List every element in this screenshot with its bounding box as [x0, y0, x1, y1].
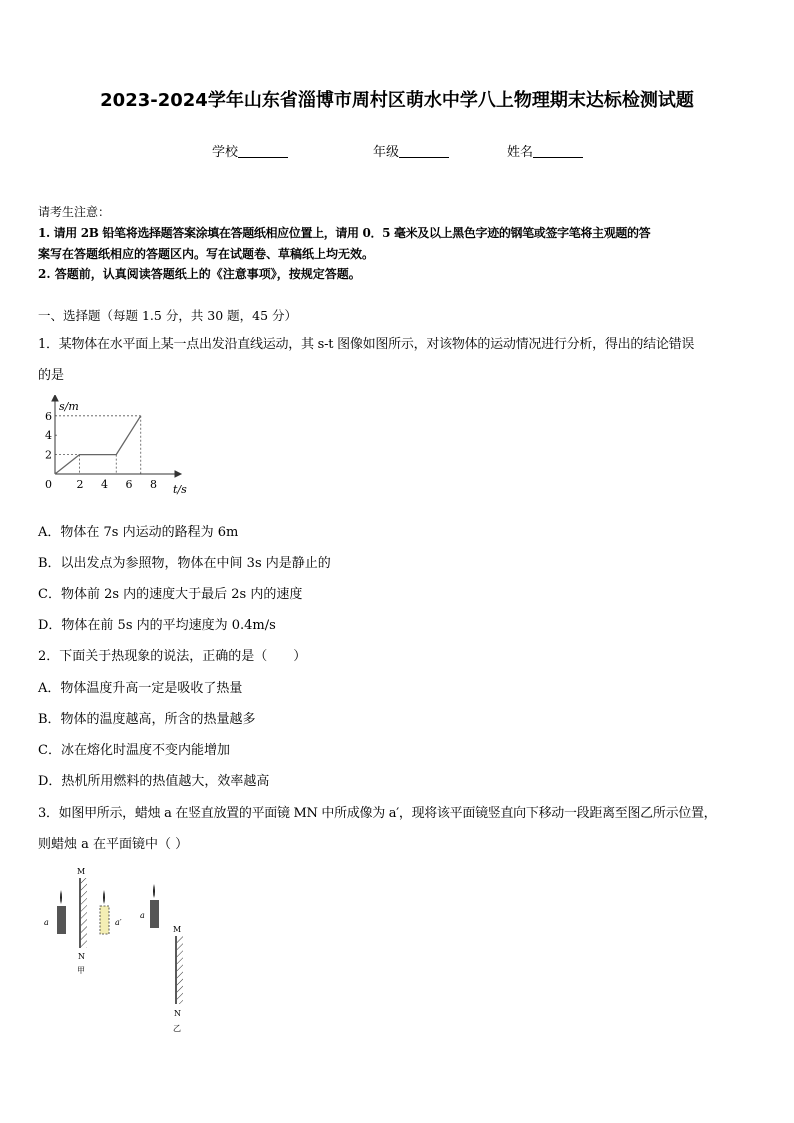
flame-icon: [153, 884, 155, 898]
series-line: [55, 416, 141, 474]
y-tick-label: 6: [45, 409, 52, 423]
image-flame-icon: [103, 890, 105, 904]
figure-jia: [44, 867, 122, 975]
q2-option-b[interactable]: B．物体的温度越高，所含的热量越多: [38, 712, 256, 727]
candle-a: [57, 906, 66, 934]
school-field[interactable]: 学校: [212, 141, 288, 160]
x-tick-label: 4: [101, 478, 108, 491]
candle-a-label: a: [44, 918, 49, 927]
y-axis-arrow-icon: [52, 395, 58, 401]
x-tick-label: 0: [45, 478, 52, 491]
mirror-yi-bottom-label: N: [174, 1009, 181, 1018]
notice-item-2: 2. 答题前，认真阅读答题纸上的《注意事项》，按规定答题。: [38, 267, 361, 281]
mirror-jia-bottom-label: N: [78, 952, 85, 961]
grade-field[interactable]: 年级: [373, 141, 449, 160]
figure-jia-caption: 甲: [77, 966, 85, 975]
mirror-jia-top-label: M: [77, 867, 86, 876]
mirror-jia-hatch: [81, 878, 87, 948]
notice-item-1a: 1. 请用 2B 铅笔将选择题答案涂填在答题纸相应位置上，请用 0．5 毫米及以上黑色字迹的钢笔或签字笔将主观题的答: [38, 226, 651, 240]
q1-stem: 1．某物体在水平面上某一点出发沿直线运动，其 s-t 图像如图所示，对该物体的运动情况进行分析，得出的结论错误: [38, 337, 695, 352]
candle-a-yi: [150, 900, 159, 928]
y-tick-label: 2: [45, 448, 52, 462]
q1-option-b[interactable]: B．以出发点为参照物，物体在中间 3s 内是静止的: [38, 556, 331, 571]
notice-heading: 请考生注意：: [38, 205, 111, 219]
name-field[interactable]: 姓名: [507, 141, 583, 160]
mirror-yi-hatch: [177, 936, 183, 1004]
y-axis-label: s/m: [59, 400, 79, 413]
page-title: 2023-2024学年山东省淄博市周村区萌水中学八上物理期末达标检测试题: [100, 90, 694, 111]
q1-option-c[interactable]: C．物体前 2s 内的速度大于最后 2s 内的速度: [38, 587, 303, 602]
y-tick-label: 4: [45, 429, 52, 443]
candle-image: [100, 906, 109, 934]
q3-stem-cont: 则蜡烛 a 在平面镜中（ ）: [38, 837, 189, 852]
mirror-figure: [40, 860, 200, 1040]
q2-option-a[interactable]: A．物体温度升高一定是吸收了热量: [38, 681, 243, 696]
figure-yi-caption: 乙: [173, 1024, 181, 1033]
candle-image-label: a′: [115, 918, 122, 927]
q2-stem: 2．下面关于热现象的说法，正确的是（ ）: [38, 649, 307, 664]
q1-option-d[interactable]: D．物体在前 5s 内的平均速度为 0.4m/s: [38, 618, 276, 633]
candle-a-yi-label: a: [140, 911, 145, 920]
q1-option-a[interactable]: A．物体在 7s 内运动的路程为 6m: [38, 525, 239, 540]
mirror-yi-top-label: M: [173, 925, 182, 934]
q3-stem: 3．如图甲所示，蜡烛 a 在竖直放置的平面镜 MN 中所成像为 a′，现将该平面镜竖直向下移动一段距离至图乙所示位置，: [38, 806, 717, 821]
x-axis-label: t/s: [173, 483, 187, 496]
q2-option-d[interactable]: D．热机所用燃料的热值越大，效率越高: [38, 774, 270, 789]
notice-item-1b: 案写在答题纸相应的答题区内。写在试题卷、草稿纸上均无效。: [38, 247, 375, 261]
x-tick-label: 6: [125, 478, 133, 491]
x-tick-label: 8: [150, 478, 157, 491]
flame-icon: [60, 890, 62, 904]
q2-option-c[interactable]: C．冰在熔化时温度不变内能增加: [38, 743, 230, 758]
x-axis-arrow-icon: [175, 471, 181, 477]
figure-yi: [140, 884, 183, 1033]
x-tick-label: 2: [76, 478, 84, 491]
s-t-graph: [40, 395, 190, 500]
section-heading: 一、选择题（每题 1.5 分，共 30 题，45 分）: [38, 308, 298, 323]
q1-stem-cont: 的是: [38, 368, 65, 383]
